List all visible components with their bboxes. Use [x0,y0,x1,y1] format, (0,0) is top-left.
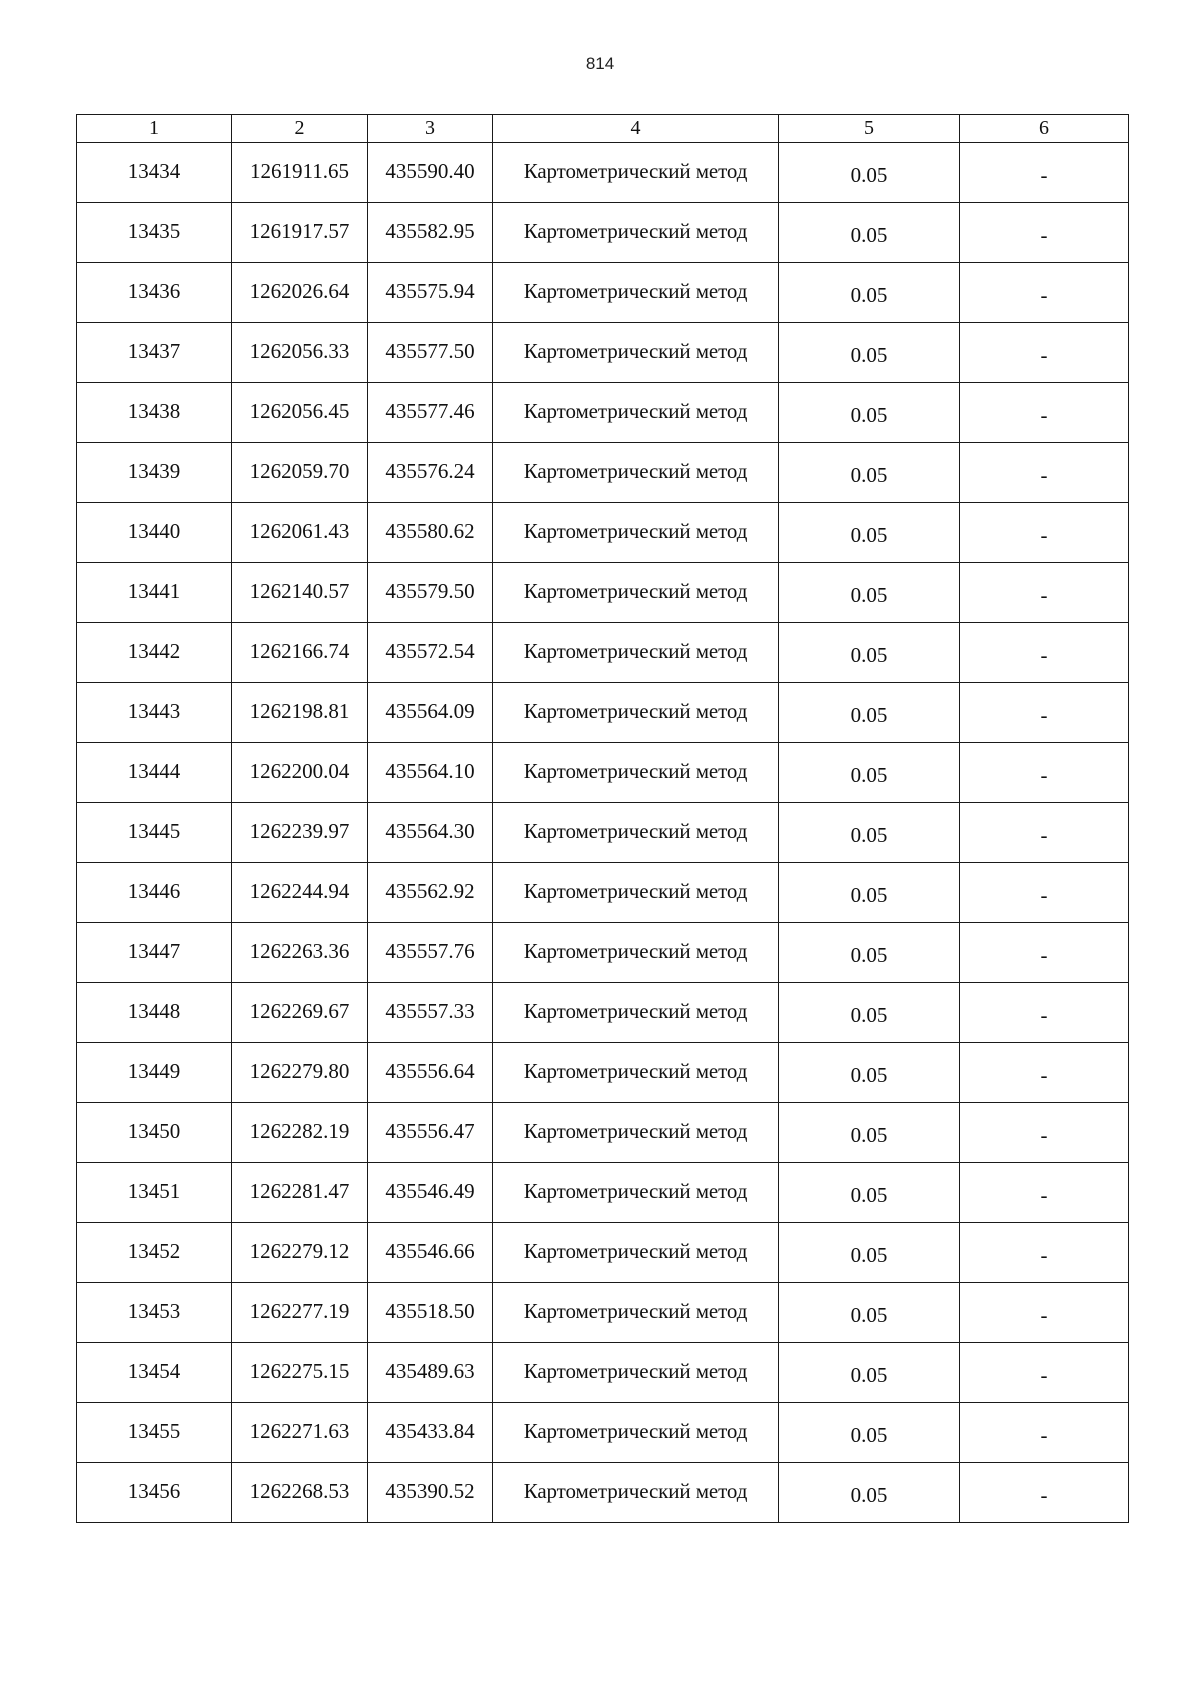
table-row [77,143,1129,203]
x-coordinate-cell: 1262279.80 [232,1043,368,1103]
x-coordinate-cell: 1262059.70 [232,443,368,503]
x-coordinate-cell: 1262140.57 [232,563,368,623]
accuracy-cell: 0.05 [779,683,960,743]
description-cell: - [960,1463,1129,1523]
accuracy-cell: 0.05 [779,803,960,863]
point-number-cell: 13437 [77,323,232,383]
y-coordinate-cell: 435557.76 [368,923,493,983]
coordinates-table [76,114,1129,1523]
method-cell: Картометрический метод [493,803,779,863]
x-coordinate-cell: 1262282.19 [232,1103,368,1163]
description-cell: - [960,1403,1129,1463]
accuracy-cell: 0.05 [779,743,960,803]
table-row [77,1463,1129,1523]
accuracy-cell: 0.05 [779,983,960,1043]
x-coordinate-cell: 1262268.53 [232,1463,368,1523]
table-row [77,323,1129,383]
method-cell: Картометрический метод [493,923,779,983]
point-number-cell: 13443 [77,683,232,743]
x-coordinate-cell: 1262279.12 [232,1223,368,1283]
column-header: 1 [77,115,232,143]
table-row [77,443,1129,503]
y-coordinate-cell: 435577.46 [368,383,493,443]
description-cell: - [960,443,1129,503]
column-header: 5 [779,115,960,143]
x-coordinate-cell: 1261917.57 [232,203,368,263]
method-cell: Картометрический метод [493,1463,779,1523]
point-number-cell: 13435 [77,203,232,263]
table-row [77,623,1129,683]
description-cell: - [960,1163,1129,1223]
y-coordinate-cell: 435564.09 [368,683,493,743]
table-row [77,263,1129,323]
method-cell: Картометрический метод [493,203,779,263]
accuracy-cell: 0.05 [779,1103,960,1163]
y-coordinate-cell: 435580.62 [368,503,493,563]
description-cell: - [960,1103,1129,1163]
method-cell: Картометрический метод [493,563,779,623]
y-coordinate-cell: 435579.50 [368,563,493,623]
accuracy-cell: 0.05 [779,383,960,443]
x-coordinate-cell: 1262056.33 [232,323,368,383]
table-row [77,1043,1129,1103]
accuracy-cell: 0.05 [779,203,960,263]
method-cell: Картометрический метод [493,503,779,563]
method-cell: Картометрический метод [493,863,779,923]
description-cell: - [960,503,1129,563]
y-coordinate-cell: 435390.52 [368,1463,493,1523]
column-header: 2 [232,115,368,143]
point-number-cell: 13442 [77,623,232,683]
y-coordinate-cell: 435556.64 [368,1043,493,1103]
method-cell: Картометрический метод [493,1223,779,1283]
y-coordinate-cell: 435557.33 [368,983,493,1043]
point-number-cell: 13444 [77,743,232,803]
table-row [77,983,1129,1043]
accuracy-cell: 0.05 [779,623,960,683]
point-number-cell: 13445 [77,803,232,863]
x-coordinate-cell: 1262166.74 [232,623,368,683]
y-coordinate-cell: 435556.47 [368,1103,493,1163]
accuracy-cell: 0.05 [779,1343,960,1403]
point-number-cell: 13446 [77,863,232,923]
method-cell: Картометрический метод [493,323,779,383]
description-cell: - [960,623,1129,683]
y-coordinate-cell: 435546.66 [368,1223,493,1283]
x-coordinate-cell: 1262271.63 [232,1403,368,1463]
y-coordinate-cell: 435576.24 [368,443,493,503]
header-row [77,115,1129,143]
table-row [77,203,1129,263]
x-coordinate-cell: 1262061.43 [232,503,368,563]
method-cell: Картометрический метод [493,1043,779,1103]
y-coordinate-cell: 435590.40 [368,143,493,203]
point-number-cell: 13438 [77,383,232,443]
x-coordinate-cell: 1262263.36 [232,923,368,983]
y-coordinate-cell: 435564.10 [368,743,493,803]
x-coordinate-cell: 1262026.64 [232,263,368,323]
x-coordinate-cell: 1262269.67 [232,983,368,1043]
accuracy-cell: 0.05 [779,143,960,203]
description-cell: - [960,743,1129,803]
description-cell: - [960,863,1129,923]
y-coordinate-cell: 435572.54 [368,623,493,683]
description-cell: - [960,1343,1129,1403]
point-number-cell: 13452 [77,1223,232,1283]
column-header: 4 [493,115,779,143]
y-coordinate-cell: 435564.30 [368,803,493,863]
method-cell: Картометрический метод [493,1103,779,1163]
table-row [77,503,1129,563]
point-number-cell: 13441 [77,563,232,623]
method-cell: Картометрический метод [493,983,779,1043]
point-number-cell: 13450 [77,1103,232,1163]
table-row [77,923,1129,983]
accuracy-cell: 0.05 [779,503,960,563]
point-number-cell: 13439 [77,443,232,503]
x-coordinate-cell: 1262275.15 [232,1343,368,1403]
accuracy-cell: 0.05 [779,443,960,503]
accuracy-cell: 0.05 [779,1463,960,1523]
x-coordinate-cell: 1262198.81 [232,683,368,743]
description-cell: - [960,563,1129,623]
accuracy-cell: 0.05 [779,923,960,983]
table-row [77,1223,1129,1283]
method-cell: Картометрический метод [493,1343,779,1403]
method-cell: Картометрический метод [493,383,779,443]
accuracy-cell: 0.05 [779,263,960,323]
method-cell: Картометрический метод [493,1283,779,1343]
accuracy-cell: 0.05 [779,1223,960,1283]
point-number-cell: 13440 [77,503,232,563]
accuracy-cell: 0.05 [779,323,960,383]
point-number-cell: 13447 [77,923,232,983]
description-cell: - [960,983,1129,1043]
accuracy-cell: 0.05 [779,863,960,923]
description-cell: - [960,683,1129,743]
x-coordinate-cell: 1261911.65 [232,143,368,203]
y-coordinate-cell: 435582.95 [368,203,493,263]
point-number-cell: 13451 [77,1163,232,1223]
table-row [77,563,1129,623]
point-number-cell: 13455 [77,1403,232,1463]
description-cell: - [960,803,1129,863]
y-coordinate-cell: 435546.49 [368,1163,493,1223]
point-number-cell: 13449 [77,1043,232,1103]
description-cell: - [960,1043,1129,1103]
table-row [77,863,1129,923]
description-cell: - [960,1223,1129,1283]
method-cell: Картометрический метод [493,143,779,203]
y-coordinate-cell: 435577.50 [368,323,493,383]
point-number-cell: 13448 [77,983,232,1043]
x-coordinate-cell: 1262056.45 [232,383,368,443]
page-number: 814 [585,54,615,73]
accuracy-cell: 0.05 [779,1043,960,1103]
x-coordinate-cell: 1262281.47 [232,1163,368,1223]
x-coordinate-cell: 1262277.19 [232,1283,368,1343]
accuracy-cell: 0.05 [779,563,960,623]
table-body [77,143,1129,1523]
y-coordinate-cell: 435575.94 [368,263,493,323]
point-number-cell: 13456 [77,1463,232,1523]
description-cell: - [960,263,1129,323]
point-number-cell: 13436 [77,263,232,323]
description-cell: - [960,923,1129,983]
point-number-cell: 13434 [77,143,232,203]
description-cell: - [960,1283,1129,1343]
method-cell: Картометрический метод [493,1403,779,1463]
x-coordinate-cell: 1262244.94 [232,863,368,923]
description-cell: - [960,143,1129,203]
method-cell: Картометрический метод [493,743,779,803]
method-cell: Картометрический метод [493,443,779,503]
accuracy-cell: 0.05 [779,1283,960,1343]
description-cell: - [960,383,1129,443]
point-number-cell: 13454 [77,1343,232,1403]
table-row [77,1103,1129,1163]
table-row [77,743,1129,803]
y-coordinate-cell: 435489.63 [368,1343,493,1403]
description-cell: - [960,323,1129,383]
column-header: 3 [368,115,493,143]
description-cell: - [960,203,1129,263]
table-row [77,803,1129,863]
y-coordinate-cell: 435433.84 [368,1403,493,1463]
y-coordinate-cell: 435518.50 [368,1283,493,1343]
method-cell: Картометрический метод [493,683,779,743]
point-number-cell: 13453 [77,1283,232,1343]
table-row [77,1403,1129,1463]
x-coordinate-cell: 1262200.04 [232,743,368,803]
y-coordinate-cell: 435562.92 [368,863,493,923]
accuracy-cell: 0.05 [779,1163,960,1223]
table-row [77,1283,1129,1343]
table-row [77,383,1129,443]
x-coordinate-cell: 1262239.97 [232,803,368,863]
method-cell: Картометрический метод [493,623,779,683]
column-header: 6 [960,115,1129,143]
method-cell: Картометрический метод [493,263,779,323]
table-row [77,1343,1129,1403]
table-row [77,1163,1129,1223]
method-cell: Картометрический метод [493,1163,779,1223]
accuracy-cell: 0.05 [779,1403,960,1463]
table-row [77,683,1129,743]
